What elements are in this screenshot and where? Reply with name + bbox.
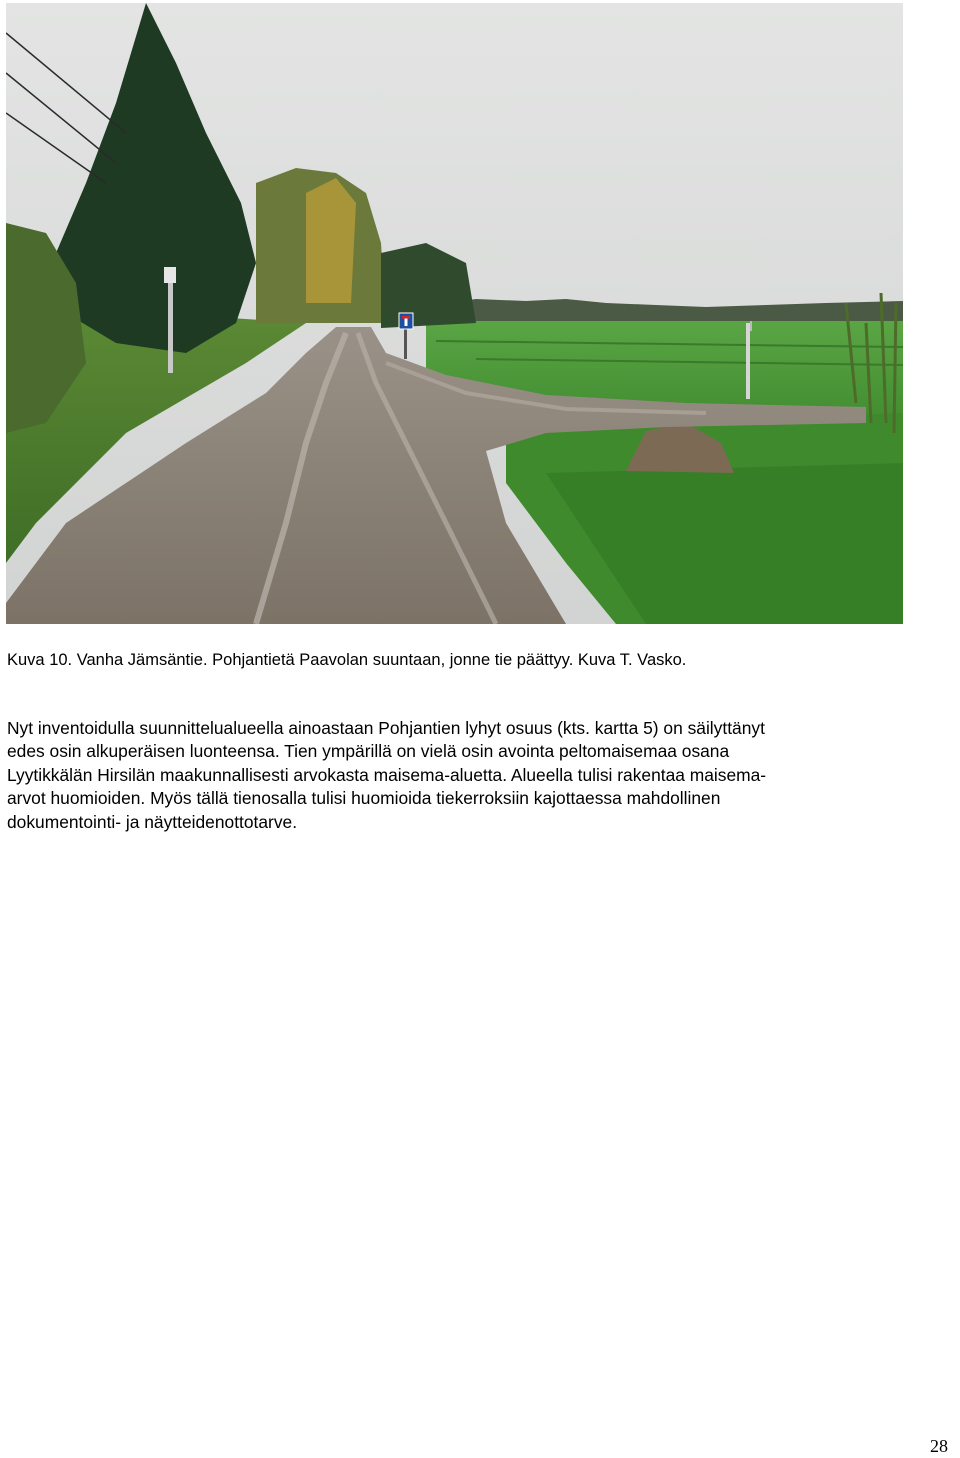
sign-plate <box>164 267 176 283</box>
dead-end-road-sign-icon <box>399 313 413 329</box>
body-line: arvot huomioiden. Myös tällä tienosalla tulisi huomioida tiekerroksiin kajottaessa mahdollinen <box>7 788 721 809</box>
road-photo <box>6 3 903 624</box>
autumn-tree <box>306 178 356 303</box>
photo-caption: Kuva 10. Vanha Jämsäntie. Pohjantietä Paavolan suuntaan, jonne tie päättyy. Kuva T. Vasko. <box>7 651 687 669</box>
body-line: Lyytikkälän Hirsilän maakunnallisesti arvokasta maisema-aluetta. Alueella tulisi rakentaa maisema- <box>7 764 767 785</box>
road-photo-illustration <box>6 3 903 624</box>
fence-post-cap <box>750 321 752 331</box>
body-paragraph <box>7 717 960 834</box>
body-line: dokumentointi- ja näytteidenottotarve. <box>7 811 298 832</box>
fence-post <box>746 323 750 399</box>
sign-post <box>168 273 173 373</box>
page-number: 28 <box>930 1436 948 1456</box>
body-line: Nyt inventoidulla suunnittelualueella ainoastaan Pohjantien lyhyt osuus (kts. kartta 5) on säilyttänyt <box>7 718 765 738</box>
body-line: edes osin alkuperäisen luonteensa. Tien ympärillä on vielä osin avointa peltomaisemaa osana <box>7 741 730 762</box>
